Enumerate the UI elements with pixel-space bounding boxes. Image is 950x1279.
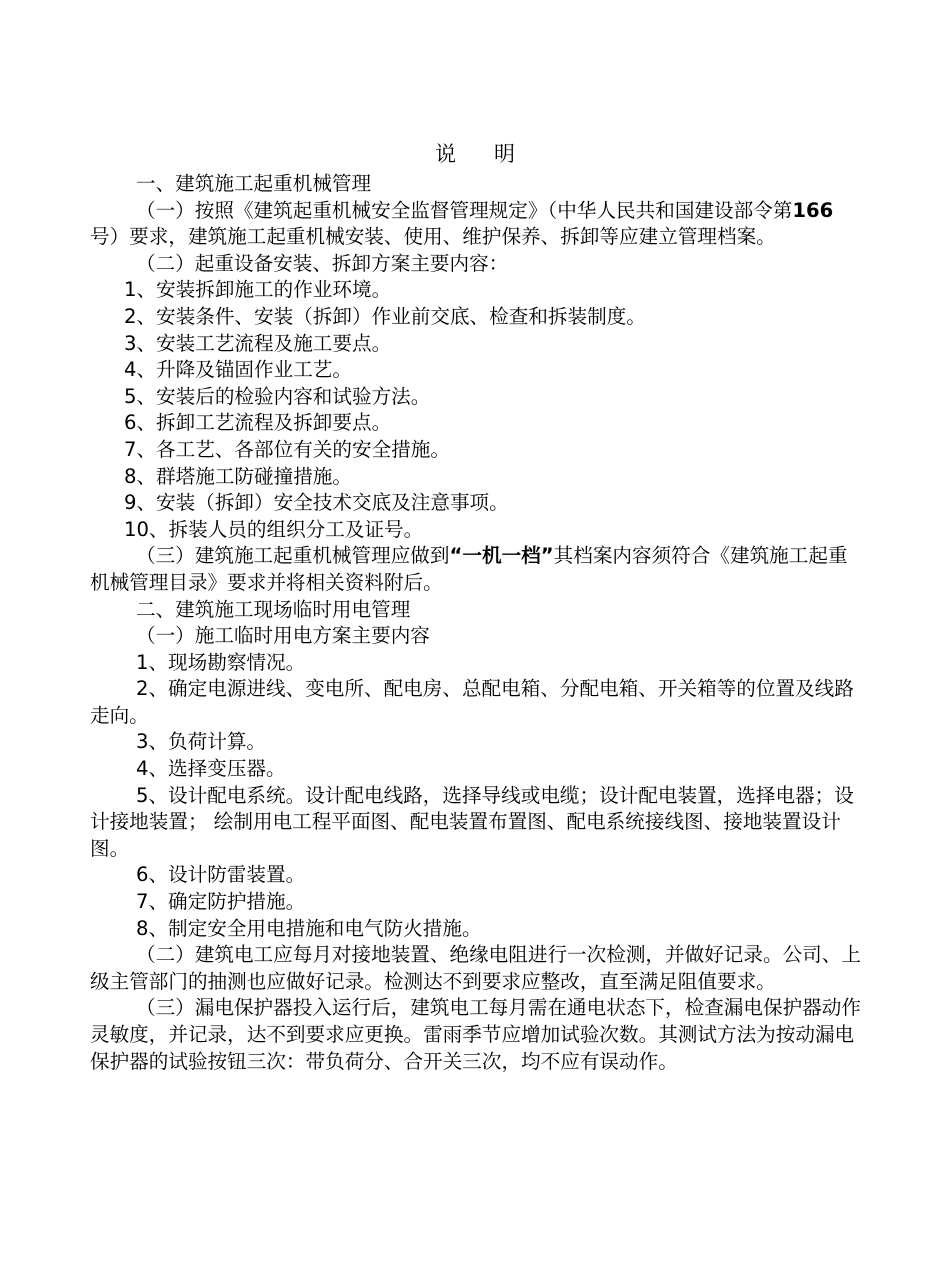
paragraph-2-1: （一）施工临时用电方案主要内容 <box>136 624 430 648</box>
list-item: 7、确定防护措施。 <box>136 890 306 914</box>
list-item: 1、安装拆卸施工的作业环境。 <box>124 278 392 302</box>
list-item: 6、设计防雷装置。 <box>136 863 306 887</box>
list-item: 4、选择变压器。 <box>136 757 286 781</box>
paragraph-1-1-part-b: 号）要求，建筑施工起重机械安装、使用、维护保养、拆卸等应建立管理档案。 <box>90 225 776 249</box>
list-item: 5、安装后的检验内容和试验方法。 <box>124 384 431 408</box>
list-item: 10、拆装人员的组织分工及证号。 <box>124 517 424 541</box>
section-heading-1: 一、建筑施工起重机械管理 <box>136 172 372 195</box>
one-machine-one-file: “一机一档” <box>449 544 554 568</box>
paragraph-2-3: （三）漏电保护器投入运行后，建筑电工每月需在通电状态下，检查漏电保护器动作灵敏度，并记录，达不到要求应更换。雷雨季节应增加试验次数。其测试方法为按动漏电保护器的试验按钮三次：带负荷分、合开关三次，均不应有误动作。 <box>90 996 861 1073</box>
document-body <box>90 171 862 1075</box>
list-item: 9、安装（拆卸）安全技术交底及注意事项。 <box>124 491 509 515</box>
list-item: 3、负荷计算。 <box>136 730 267 754</box>
list-item: 2、安装条件、安装（拆卸）作业前交底、检查和拆装制度。 <box>124 304 646 328</box>
list-item: 2、确定电源进线、变电所、配电房、总配电箱、分配电箱、开关箱等的位置及线路走向。 <box>90 677 854 727</box>
section-heading-2: 二、建筑施工现场临时用电管理 <box>136 597 411 621</box>
regulation-number: 166 <box>792 198 834 222</box>
list-item: 7、各工艺、各部位有关的安全措施。 <box>124 437 450 461</box>
paragraph-1-1 <box>90 198 862 251</box>
list-item: 6、拆卸工艺流程及拆卸要点。 <box>124 411 392 435</box>
list-item: 8、制定安全用电措施和电气防火措施。 <box>136 916 482 940</box>
paragraph-1-2: （二）起重设备安装、拆卸方案主要内容： <box>136 251 509 275</box>
list-item: 8、群塔施工防碰撞措施。 <box>124 464 352 488</box>
paragraph-1-3-part-b: 其档案内容须符合《建筑施工起重机械管理目录》要求并将相关资料附后。 <box>90 544 848 594</box>
paragraph-1-3-part-a: （三）建筑施工起重机械管理应做到 <box>136 544 450 568</box>
list-item: 3、安装工艺流程及施工要点。 <box>124 331 392 355</box>
list-item: 4、升降及锚固作业工艺。 <box>124 358 352 382</box>
paragraph-1-3 <box>90 543 862 596</box>
title-char-1: 说 <box>435 142 456 166</box>
list-item: 1、现场勘察情况。 <box>136 650 306 674</box>
list-item: 5、设计配电系统。设计配电线路，选择导线或电缆；设计配电装置，选择电器；设计接地装置； 绘制用电工程平面图、配电装置布置图、配电系统接线图、接地装置设计图。 <box>90 783 854 860</box>
page-title <box>0 138 950 170</box>
paragraph-2-2: （二）建筑电工应每月对接地装置、绝缘电阻进行一次检测，并做好记录。公司、上级主管部门的抽测也应做好记录。检测达不到要求应整改，直至满足阻值要求。 <box>90 943 861 993</box>
title-char-2: 明 <box>494 142 515 166</box>
paragraph-1-1-part-a: （一）按照《建筑起重机械安全监督管理规定》（中华人民共和国建设部令第 <box>136 198 793 222</box>
